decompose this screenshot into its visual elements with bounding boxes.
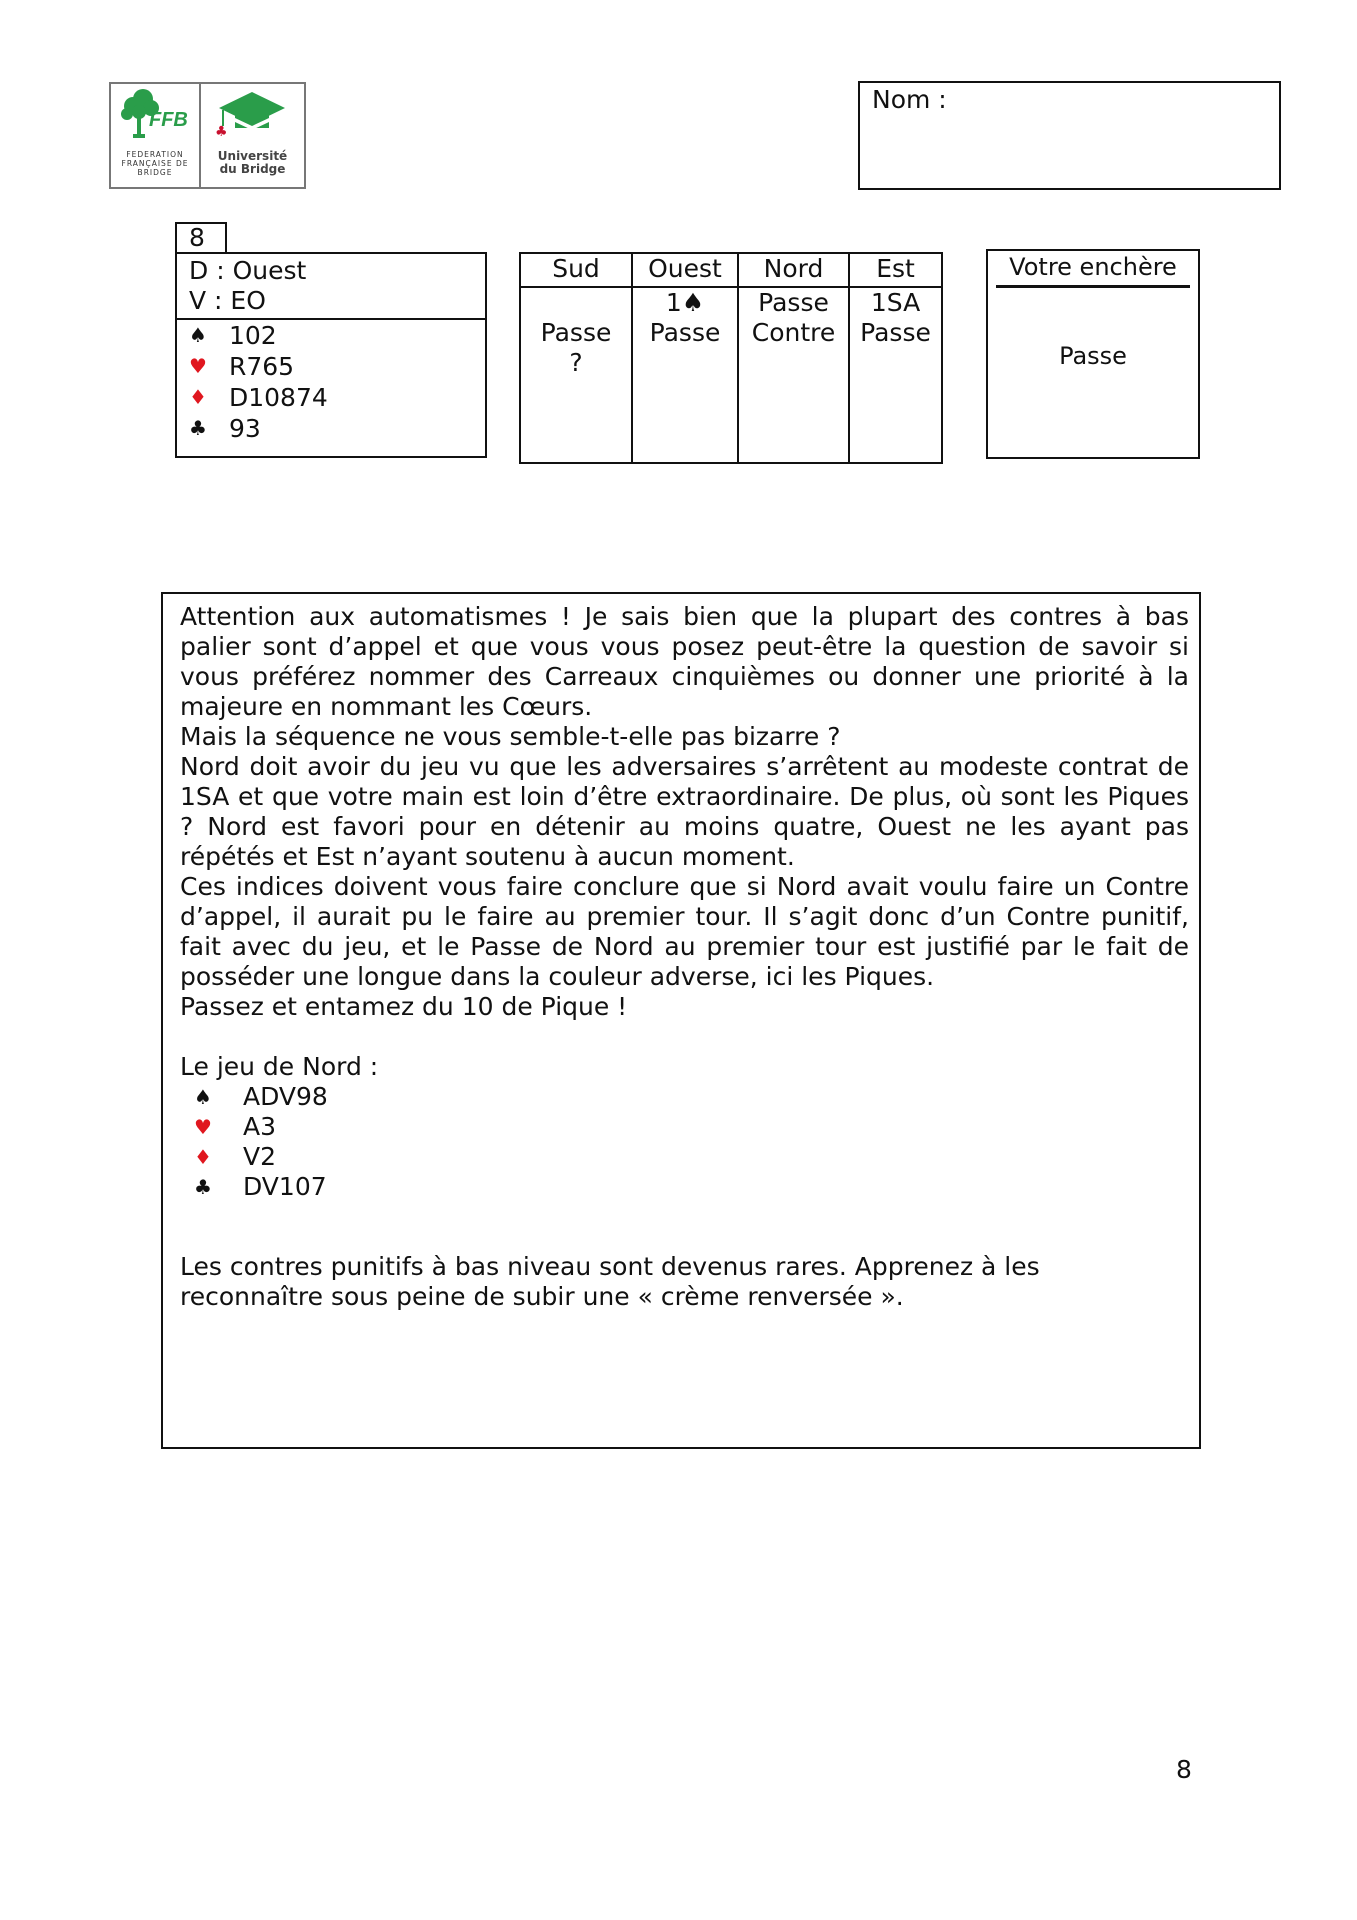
dealer: D : Ouest — [189, 256, 307, 285]
svg-text:♣: ♣ — [215, 124, 228, 140]
diamond-icon: ♦ — [194, 1145, 212, 1169]
bid-column-nord — [739, 254, 850, 462]
north-row-spades — [180, 1082, 1189, 1112]
bid-cell: Passe — [758, 288, 829, 317]
hand-cards: D10874 — [229, 383, 328, 412]
bid-cell: Passe — [649, 318, 721, 347]
explanation-box — [161, 592, 1201, 1449]
hand-cards: 102 — [229, 321, 277, 350]
hand-diagram — [175, 252, 487, 458]
hand-row-diamonds — [177, 382, 485, 413]
deal-info — [177, 254, 485, 320]
diamond-icon: ♦ — [189, 385, 207, 409]
vulnerability: V : EO — [189, 286, 266, 315]
bid-header: Ouest — [633, 254, 737, 288]
club-icon: ♣ — [189, 416, 207, 440]
answer-box — [986, 249, 1200, 459]
hand-cards: 93 — [229, 414, 261, 443]
deal-number: 8 — [175, 222, 227, 254]
graduation-cap-icon — [201, 84, 304, 148]
bid-header: Nord — [739, 254, 848, 288]
spade-icon: ♠ — [189, 323, 207, 347]
bid-cell: ? — [569, 348, 583, 377]
tree-icon — [111, 84, 197, 148]
ffb-logo — [109, 82, 306, 189]
bid-cell: Passe — [860, 318, 931, 347]
universite-logo-block — [201, 84, 304, 187]
hand-row-spades — [177, 320, 485, 351]
heart-icon: ♥ — [189, 354, 207, 378]
club-icon: ♣ — [194, 1175, 212, 1199]
north-cards: A3 — [243, 1112, 277, 1141]
bid-column-ouest — [633, 254, 739, 462]
universite-caption: Université du Bridge — [217, 149, 288, 176]
explanation-paragraph: Passez et entamez du 10 de Pique ! — [180, 992, 628, 1021]
bid-header: Est — [850, 254, 941, 288]
spade-icon: ♠ — [194, 1085, 212, 1109]
north-row-clubs — [180, 1172, 1189, 1202]
north-row-diamonds — [180, 1142, 1189, 1172]
bidding-table — [519, 252, 943, 464]
answer-title: Votre enchère — [996, 251, 1190, 288]
north-hand-title: Le jeu de Nord : — [180, 1052, 379, 1081]
conclusion: Les contres punitifs à bas niveau sont devenus rares. Apprenez à les reconnaître sous peine de subir une « crème renversée ». — [180, 1252, 1040, 1311]
ffb-caption: FEDERATION FRANÇAISE DE BRIDGE — [121, 150, 189, 177]
name-field[interactable] — [858, 81, 1281, 190]
bid-cell: Passe — [540, 318, 612, 347]
heart-icon: ♥ — [194, 1115, 212, 1139]
explanation-paragraph: Nord doit avoir du jeu vu que les adversaires s’arrêtent au modeste contrat de 1SA et que votre main est loin d’être extraordinaire. De plus, où sont les Piques ? Nord est favori pour en détenir au moins quatre, Ouest ne les ayant pas répétés et Est n’ayant soutenu à aucun moment. — [180, 752, 1189, 871]
bid-header: Sud — [521, 254, 631, 288]
explanation-paragraph: Mais la séquence ne vous semble-t-elle pas bizarre ? — [180, 722, 841, 751]
bid-cell: 1SA — [870, 288, 921, 317]
bid-cell — [521, 288, 631, 318]
north-cards: ADV98 — [243, 1082, 328, 1111]
bid-cell: 1♠ — [665, 288, 705, 317]
name-label: Nom : — [872, 85, 947, 114]
explanation-paragraph: Ces indices doivent vous faire conclure que si Nord avait voulu faire un Contre d’appel, il aurait pu le faire au premier tour. Il s’agit donc d’un Contre punitif, fait avec du jeu, et le Passe de Nord au premier tour est justifié par le fait de posséder une longue dans la couleur adverse, ici les Piques. — [180, 872, 1189, 991]
hand-row-clubs — [177, 413, 485, 444]
page-number: 8 — [1176, 1755, 1192, 1784]
north-row-hearts — [180, 1112, 1189, 1142]
north-cards: DV107 — [243, 1172, 327, 1201]
bid-column-est — [850, 254, 941, 462]
bid-column-sud — [521, 254, 633, 462]
ffb-logo-block — [111, 84, 201, 187]
svg-text:FFB: FFB — [149, 109, 188, 131]
answer-value: Passe — [1059, 342, 1127, 370]
bid-cell: Contre — [751, 318, 836, 347]
explanation-paragraph: Attention aux automatismes ! Je sais bien que la plupart des contres à bas palier sont d’appel et que vous vous posez peut-être la question de savoir si vous préférez nommer des Carreaux cinquièmes ou donner une priorité à la majeure en nommant les Cœurs. — [180, 602, 1189, 721]
hand-cards: R765 — [229, 352, 295, 381]
north-cards: V2 — [243, 1142, 277, 1171]
hand-row-hearts — [177, 351, 485, 382]
